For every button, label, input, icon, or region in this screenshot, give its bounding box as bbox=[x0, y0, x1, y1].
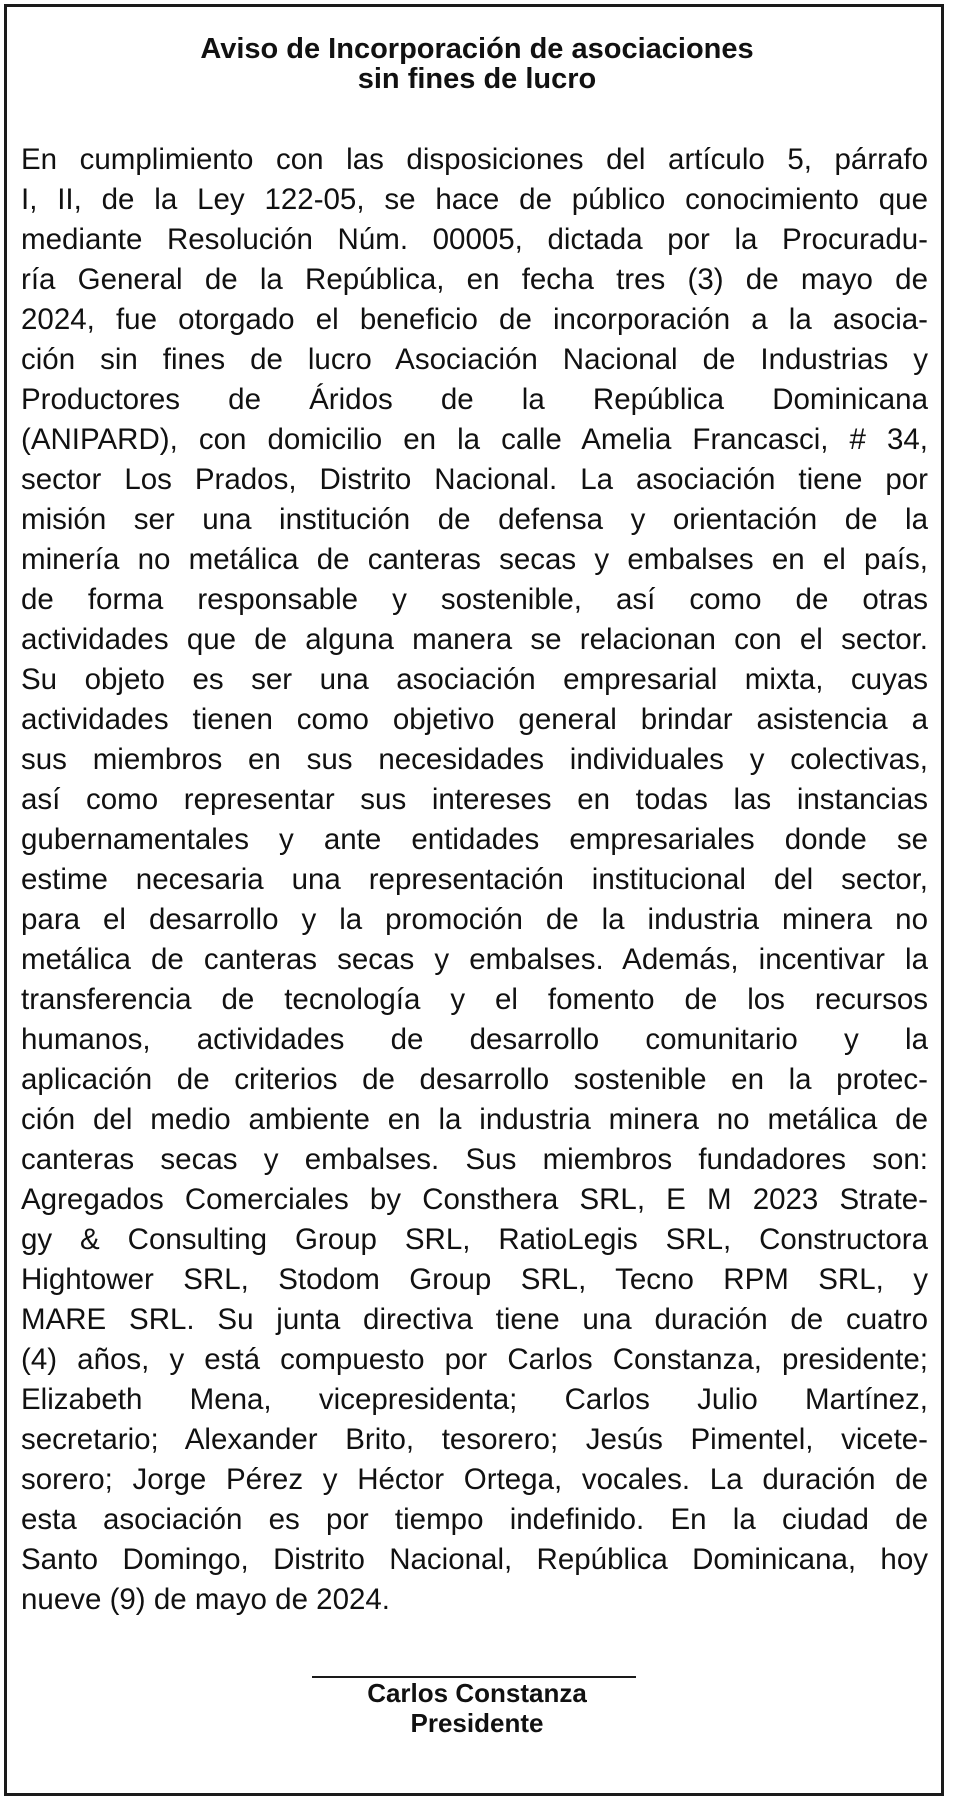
body-line: (4) años, y está compuesto por Carlos Constanza, presidente; bbox=[21, 1343, 928, 1376]
body-line: canteras secas y embalses. Sus miembros fundadores son: bbox=[21, 1143, 928, 1176]
body-line: I, II, de la Ley 122-05, se hace de público conocimiento que bbox=[21, 183, 928, 216]
body-line: minería no metálica de canteras secas y embalses en el país, bbox=[21, 543, 928, 576]
body-line: Santo Domingo, Distrito Nacional, República Dominicana, hoy bbox=[21, 1543, 928, 1576]
body-line: esta asociación es por tiempo indefinido. En la ciudad de bbox=[21, 1503, 928, 1536]
body-line: mediante Resolución Núm. 00005, dictada por la Procuradu- bbox=[21, 223, 928, 256]
body-line: 2024, fue otorgado el beneficio de incorporación a la asocia- bbox=[21, 303, 928, 336]
body-line: (ANIPARD), con domicilio en la calle Amelia Francasci, # 34, bbox=[21, 423, 928, 456]
notice-title bbox=[0, 34, 954, 94]
signature-title: Presidente bbox=[410, 1708, 544, 1738]
body-line: Productores de Áridos de la República Dominicana bbox=[21, 383, 928, 416]
body-line: aplicación de criterios de desarrollo sostenible en la protec- bbox=[21, 1063, 928, 1096]
signature-name: Carlos Constanza bbox=[367, 1678, 587, 1708]
notice-body bbox=[21, 140, 928, 1620]
body-line: para el desarrollo y la promoción de la industria minera no bbox=[21, 903, 928, 936]
body-line: actividades tienen como objetivo general brindar asistencia a bbox=[21, 703, 928, 736]
body-line: transferencia de tecnología y el fomento de los recursos bbox=[21, 983, 928, 1016]
title-line-1: Aviso de Incorporación de asociaciones bbox=[200, 33, 754, 65]
body-line: gubernamentales y ante entidades empresariales donde se bbox=[21, 823, 928, 856]
body-line: de forma responsable y sostenible, así como de otras bbox=[21, 583, 928, 616]
body-line: estime necesaria una representación institucional del sector, bbox=[21, 863, 928, 896]
title-line-2: sin fines de lucro bbox=[357, 63, 597, 95]
body-line: ción del medio ambiente en la industria minera no metálica de bbox=[21, 1103, 928, 1136]
body-line: sector Los Prados, Distrito Nacional. La asociación tiene por bbox=[21, 463, 928, 496]
body-line: gy & Consulting Group SRL, RatioLegis SRL, Constructora bbox=[21, 1223, 928, 1256]
body-line: MARE SRL. Su junta directiva tiene una duración de cuatro bbox=[21, 1303, 928, 1336]
body-line: Su objeto es ser una asociación empresarial mixta, cuyas bbox=[21, 663, 928, 696]
body-line: ción sin fines de lucro Asociación Nacional de Industrias y bbox=[21, 343, 928, 376]
body-line: secretario; Alexander Brito, tesorero; Jesús Pimentel, vicete- bbox=[21, 1423, 928, 1456]
body-line: Hightower SRL, Stodom Group SRL, Tecno RPM SRL, y bbox=[21, 1263, 928, 1296]
body-line: En cumplimiento con las disposiciones del artículo 5, párrafo bbox=[21, 143, 928, 176]
body-line: sus miembros en sus necesidades individuales y colectivas, bbox=[21, 743, 928, 776]
body-line: misión ser una institución de defensa y orientación de la bbox=[21, 503, 928, 536]
body-line: ría General de la República, en fecha tres (3) de mayo de bbox=[21, 263, 928, 296]
body-line: Agregados Comerciales by Consthera SRL, E M 2023 Strate- bbox=[21, 1183, 928, 1216]
body-line: Elizabeth Mena, vicepresidenta; Carlos Julio Martínez, bbox=[21, 1383, 928, 1416]
body-line: sorero; Jorge Pérez y Héctor Ortega, vocales. La duración de bbox=[21, 1463, 928, 1496]
body-line: metálica de canteras secas y embalses. Además, incentivar la bbox=[21, 943, 928, 976]
body-line: humanos, actividades de desarrollo comunitario y la bbox=[21, 1023, 928, 1056]
body-line: así como representar sus intereses en todas las instancias bbox=[21, 783, 928, 816]
body-line: nueve (9) de mayo de 2024. bbox=[21, 1583, 390, 1616]
body-line: actividades que de alguna manera se relacionan con el sector. bbox=[21, 623, 928, 656]
